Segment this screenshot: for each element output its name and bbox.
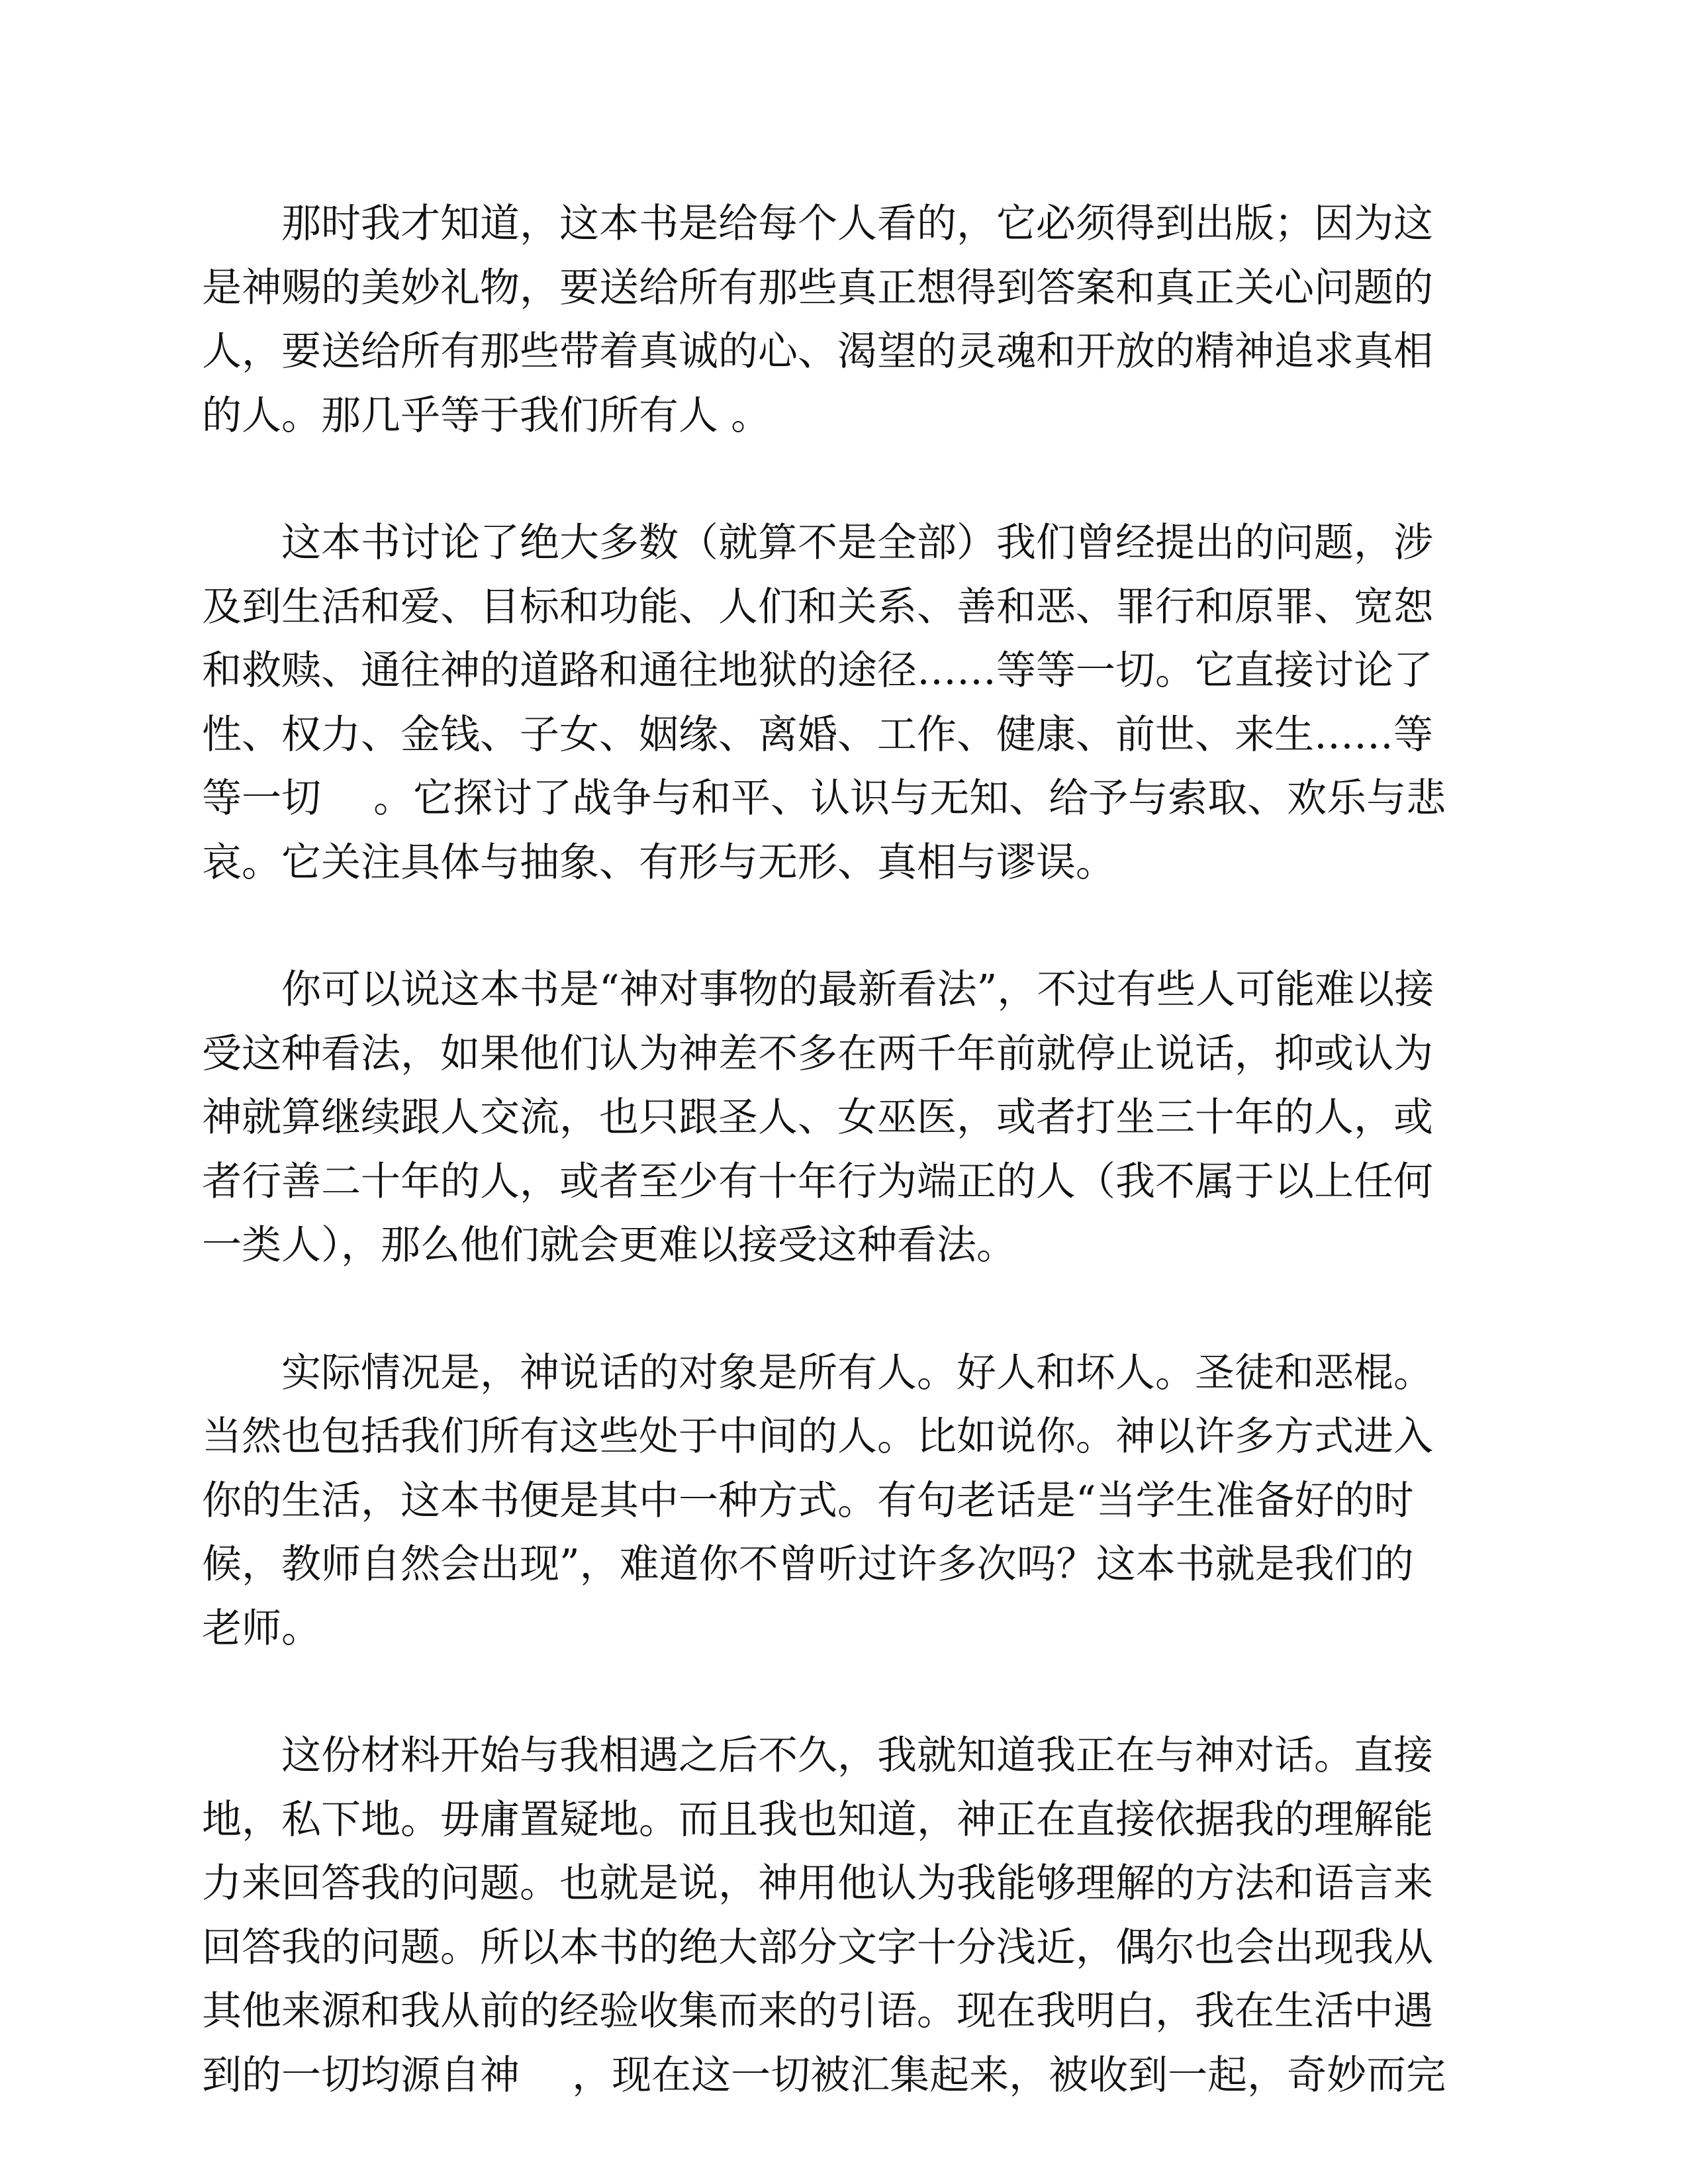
text-line: 你的生活，这本书便是其中一种方式。有句老话是“当学生准备好的时 [202, 1477, 1414, 1524]
text-line: 受这种看法，如果他们认为神差不多在两千年前就停止说话，抑或认为 [202, 1030, 1433, 1077]
text-line: 候，教师自然会出现”，难道你不曾听过许多次吗？这本书就是我们的 [202, 1541, 1414, 1588]
text-line: 这份材料开始与我相遇之后不久，我就知道我正在与神对话。直接 [202, 1733, 1433, 1779]
body-text [202, 192, 1486, 2107]
text-line: 其他来源和我从前的经验收集而来的引语。现在我明白，我在生活中遇 [202, 1988, 1433, 2034]
text-line: 是神赐的美妙礼物，要送给所有那些真正想得到答案和真正关心问题的 [202, 264, 1433, 311]
text-line: 回答我的问题。所以本书的绝大部分文字十分浅近，偶尔也会出现我从 [202, 1924, 1433, 1971]
text-line: 性、权力、金钱、子女、姻缘、离婚、工作、健康、前世、来生……等 [202, 711, 1433, 758]
paragraph-5 [202, 1724, 1486, 2107]
text-line: 你可以说这本书是“神对事物的最新看法”，不过有些人可能难以接 [202, 967, 1434, 1013]
text-line: 和救赎、通往神的道路和通往地狱的途径……等等一切。它直接讨论了 [202, 647, 1433, 694]
text-line: 神就算继续跟人交流，也只跟圣人、女巫医，或者打坐三十年的人，或 [202, 1094, 1433, 1141]
text-line: 哀。它关注具体与抽象、有形与无形、真相与谬误。 [202, 839, 1115, 886]
text-line: 等一切 。它探讨了战争与和平、认识与无知、给予与索取、欢乐与悲 [202, 775, 1446, 822]
paragraph-4 [202, 1341, 1486, 1661]
paragraph-3 [202, 958, 1486, 1278]
text-line: 到的一切均源自神 ，现在这一切被汇集起来，被收到一起，奇妙而完 [202, 2052, 1446, 2099]
text-line: 实际情况是，神说话的对象是所有人。好人和坏人。圣徒和恶棍。 [202, 1349, 1433, 1396]
text-line: 及到生活和爱、目标和功能、人们和关系、善和恶、罪行和原罪、宽恕 [202, 583, 1433, 630]
text-line: 者行善二十年的人，或者至少有十年行为端正的人（我不属于以上任何 [202, 1158, 1433, 1205]
paragraph-1 [202, 192, 1486, 448]
text-line: 这本书讨论了绝大多数（就算不是全部）我们曾经提出的问题，涉 [202, 520, 1433, 566]
paragraph-2 [202, 511, 1486, 894]
text-line: 地，私下地。毋庸置疑地。而且我也知道，神正在直接依据我的理解能 [202, 1796, 1433, 1843]
text-line: 人，要送给所有那些带着真诚的心、渴望的灵魂和开放的精神追求真相 [202, 328, 1433, 375]
text-line: 当然也包括我们所有这些处于中间的人。比如说你。神以许多方式进入 [202, 1413, 1433, 1460]
text-line: 那时我才知道，这本书是给每个人看的，它必须得到出版；因为这 [202, 201, 1433, 247]
text-line: 老师。 [202, 1605, 321, 1652]
text-line: 力来回答我的问题。也就是说，神用他认为我能够理解的方法和语言来 [202, 1860, 1433, 1907]
text-line: 的人。那几乎等于我们所有人 。 [202, 392, 771, 439]
text-line: 一类人），那么他们就会更难以接受这种看法。 [202, 1222, 1016, 1268]
